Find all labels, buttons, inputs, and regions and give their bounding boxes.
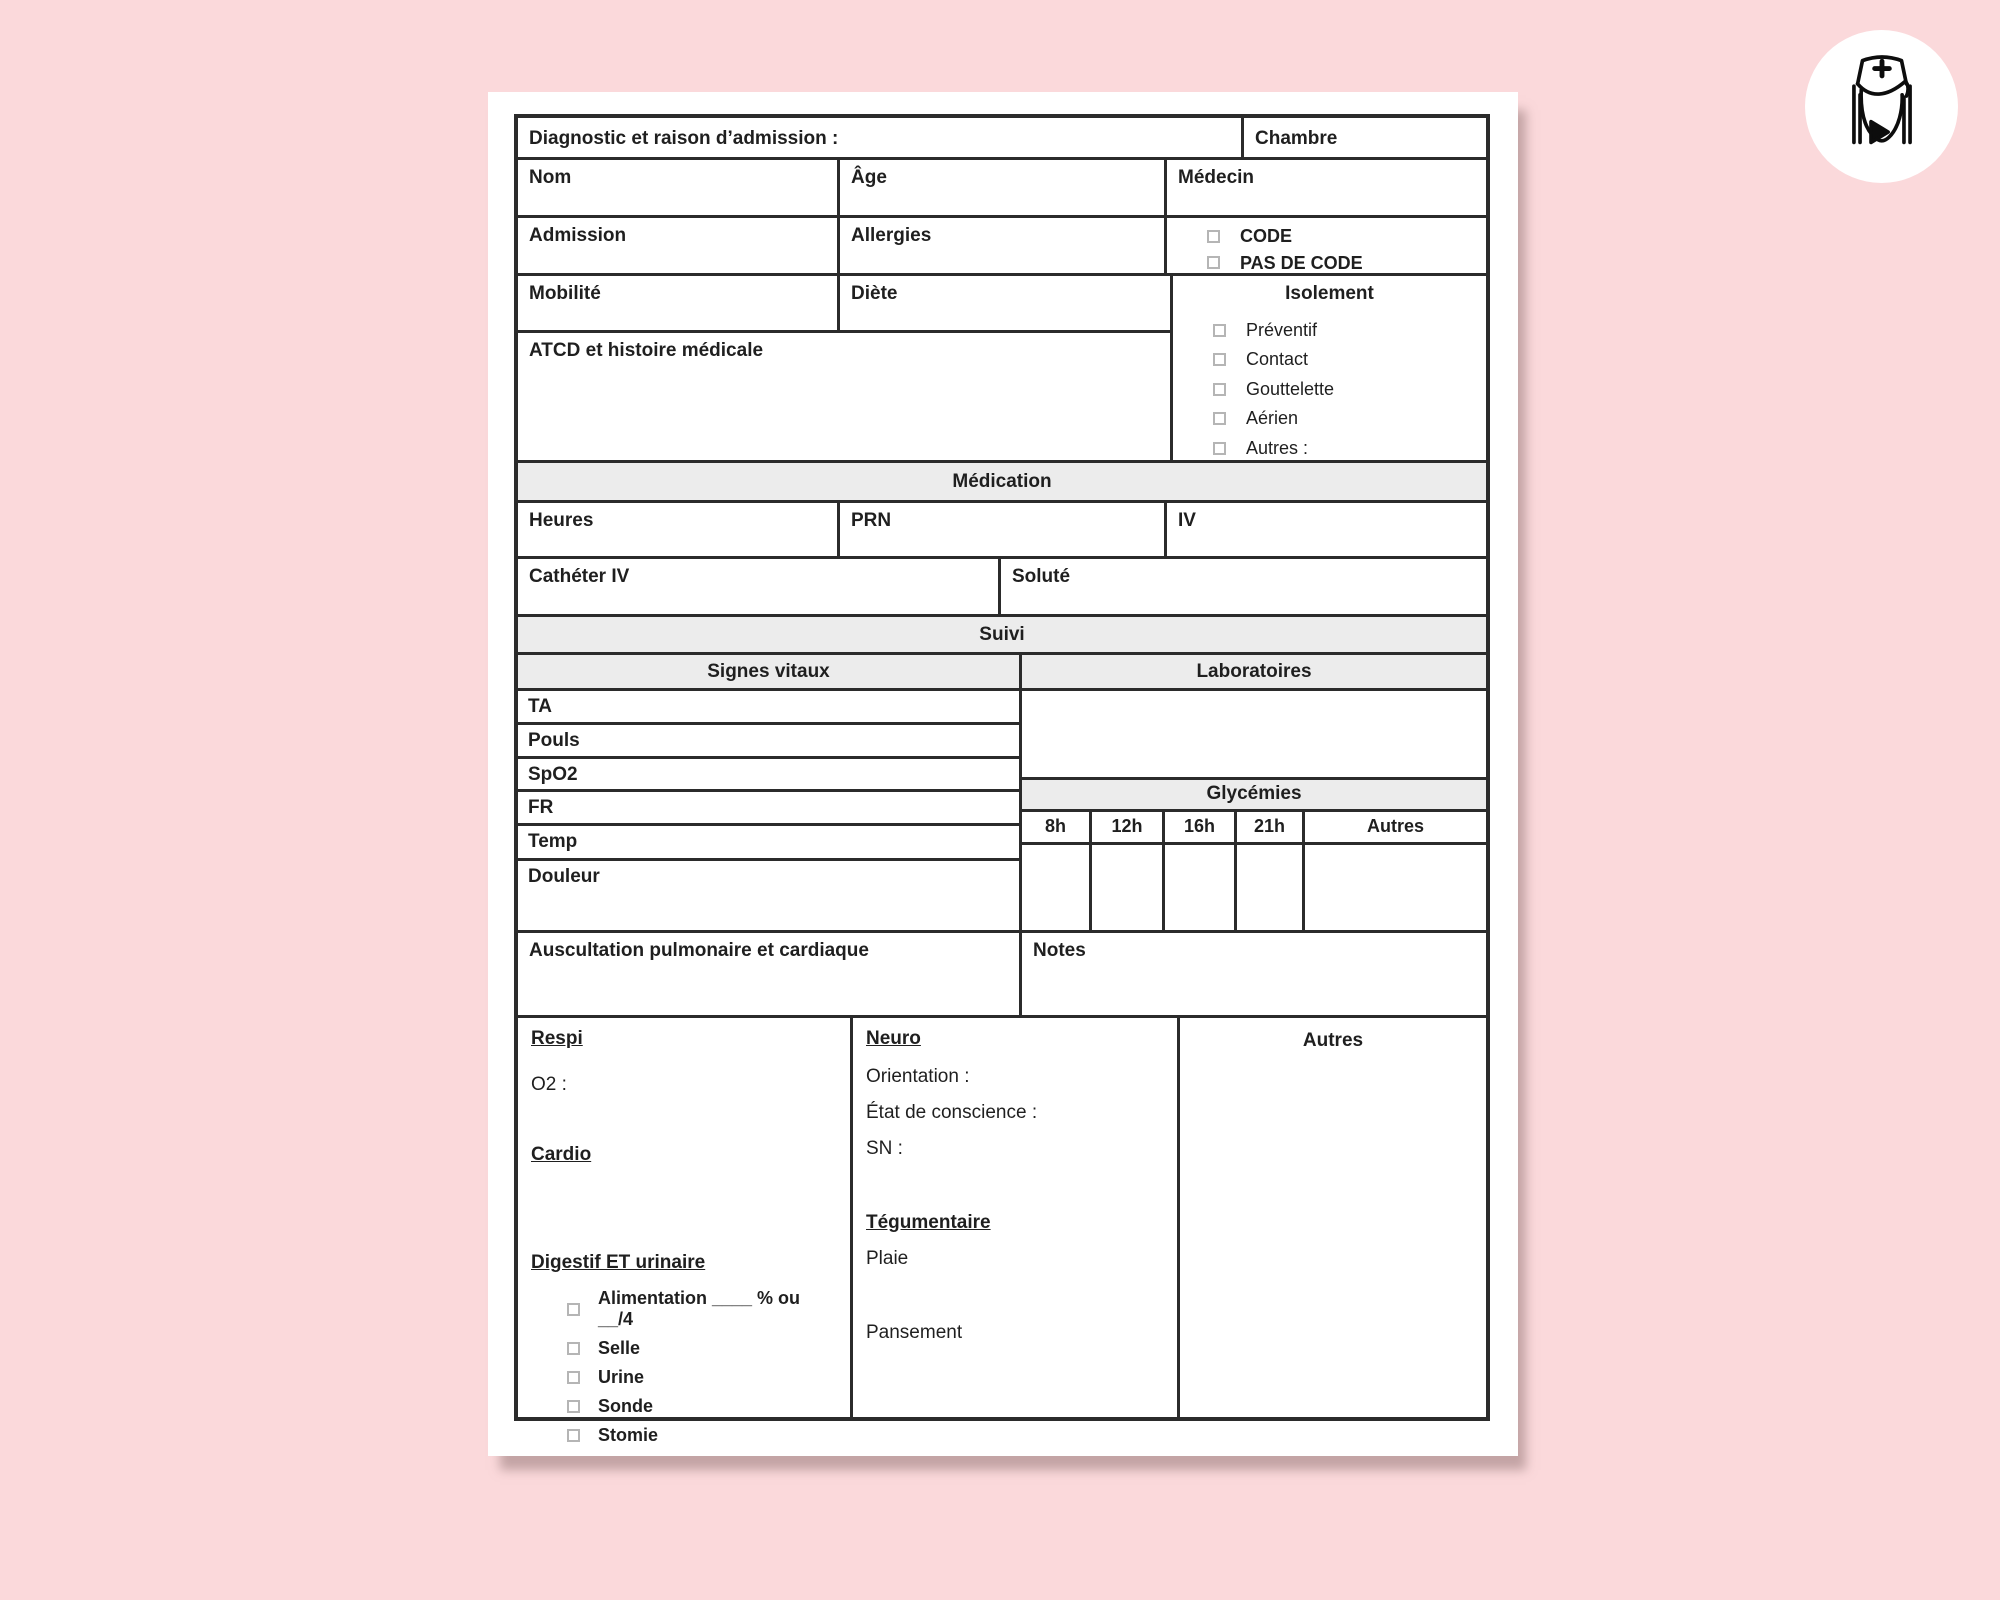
alimentation-checkbox[interactable] (567, 1303, 580, 1316)
row-diagnostic (518, 118, 1486, 160)
sonde-label: Sonde (598, 1396, 654, 1416)
pas-de-code-label: PAS DE CODE (1240, 252, 1363, 273)
autres-isolement-label: Autres : (1246, 437, 1309, 458)
age-label: Âge (840, 160, 1167, 215)
auscultation-label: Auscultation pulmonaire et cardiaque (518, 933, 1022, 1015)
solute-label: Soluté (1012, 566, 1071, 587)
prn-label: PRN (840, 503, 1167, 556)
diete-label: Diète (851, 283, 898, 304)
respi-title: Respi (531, 1028, 583, 1049)
urine-label: Urine (598, 1367, 645, 1387)
digestif-option (567, 1288, 837, 1330)
row-auscultation-notes (518, 933, 1486, 1018)
glycemie-time-8h: 8h (1022, 812, 1092, 842)
preventif-label: Préventif (1246, 319, 1318, 340)
glycemie-time-16h: 16h (1165, 812, 1237, 842)
medecin-label: Médecin (1178, 167, 1255, 188)
glycemie-value-cell (1305, 845, 1486, 931)
contact-label: Contact (1246, 349, 1309, 370)
row-suivi-body (518, 655, 1486, 933)
nom-label: Nom (518, 160, 840, 215)
row-identity (518, 160, 1486, 218)
sn-label: SN : (866, 1138, 903, 1159)
notes-label: Notes (1033, 940, 1086, 961)
aerien-label: Aérien (1246, 408, 1299, 429)
glycemie-time-21h: 21h (1237, 812, 1305, 842)
report-sheet-page (488, 92, 1518, 1456)
code-options-cell (1167, 218, 1486, 273)
neuro-title: Neuro (866, 1028, 921, 1049)
heures-label: Heures (518, 503, 840, 556)
gouttelette-checkbox[interactable] (1213, 383, 1226, 396)
isolement-cell (1170, 276, 1486, 460)
glycemie-time-12h: 12h (1092, 812, 1165, 842)
row-systems (518, 1018, 1486, 1445)
glycemie-value-cell (1092, 845, 1165, 931)
pas-de-code-checkbox[interactable] (1207, 256, 1220, 269)
vital-fr: FR (518, 792, 1019, 826)
code-option (1207, 252, 1475, 274)
code-checkbox[interactable] (1207, 230, 1220, 243)
signes-vitaux-header: Signes vitaux (518, 655, 1019, 691)
plaie-label: Plaie (866, 1248, 909, 1269)
row-medication-times (518, 503, 1486, 559)
digestif-option (567, 1367, 837, 1388)
glycemie-values-row (1022, 845, 1486, 931)
row-catheter-solute (518, 559, 1486, 617)
urine-checkbox[interactable] (567, 1371, 580, 1384)
nurse-logo-badge (1805, 30, 1958, 183)
medication-section-header: Médication (518, 463, 1486, 503)
isolement-option (1213, 319, 1486, 342)
vital-temp: Temp (518, 826, 1019, 861)
isolement-option (1213, 348, 1486, 371)
code-option (1207, 225, 1475, 248)
row-admission (518, 218, 1486, 276)
digestif-title: Digestif ET urinaire (531, 1252, 706, 1273)
isolement-title: Isolement (1285, 283, 1374, 304)
allergies-label: Allergies (840, 218, 1167, 273)
vital-douleur: Douleur (528, 866, 600, 887)
gouttelette-label: Gouttelette (1246, 378, 1335, 399)
iv-label: IV (1178, 510, 1196, 531)
glycemie-value-cell (1022, 845, 1092, 931)
autres-title: Autres (1302, 1030, 1364, 1051)
row-mobilite (518, 276, 1170, 333)
digestif-option (567, 1396, 837, 1417)
digestif-option (567, 1425, 837, 1446)
glycemie-value-cell (1237, 845, 1305, 931)
aerien-checkbox[interactable] (1213, 412, 1226, 425)
tegumentaire-title: Tégumentaire (866, 1212, 991, 1233)
suivi-section-header: Suivi (518, 617, 1486, 655)
preventif-checkbox[interactable] (1213, 324, 1226, 337)
glycemie-times-header (1022, 812, 1486, 845)
mobilite-label: Mobilité (518, 276, 840, 330)
vital-pouls: Pouls (518, 725, 1019, 759)
glycemies-header: Glycémies (1022, 780, 1486, 812)
laboratoires-header: Laboratoires (1022, 655, 1486, 691)
vital-ta: TA (518, 691, 1019, 725)
stomie-checkbox[interactable] (567, 1429, 580, 1442)
digestif-option (567, 1338, 837, 1359)
isolement-option (1213, 407, 1486, 430)
autres-isolement-checkbox[interactable] (1213, 442, 1226, 455)
diagnostic-label: Diagnostic et raison d’admission : (518, 118, 1244, 157)
stomie-label: Stomie (598, 1425, 659, 1445)
pansement-label: Pansement (866, 1322, 963, 1343)
isolement-options (1173, 319, 1486, 460)
digestif-options (531, 1288, 837, 1446)
etat-conscience-label: État de conscience : (866, 1102, 1038, 1123)
atcd-label: ATCD et histoire médicale (529, 340, 764, 361)
catheter-iv-label: Cathéter IV (518, 559, 1001, 614)
code-label: CODE (1240, 226, 1293, 246)
isolement-option (1213, 378, 1486, 401)
nurse-report-form (514, 114, 1490, 1445)
chambre-label: Chambre (1255, 128, 1338, 149)
admission-label: Admission (518, 218, 840, 273)
isolement-option (1213, 437, 1486, 460)
alimentation-label: Alimentation ____ % ou __/4 (598, 1288, 801, 1329)
glycemie-value-cell (1165, 845, 1237, 931)
autres-column (1180, 1018, 1486, 1417)
contact-checkbox[interactable] (1213, 353, 1226, 366)
laboratoires-empty-area (1022, 691, 1486, 780)
row-mobilite-atcd-isolement (518, 276, 1486, 463)
vital-spo2: SpO2 (518, 759, 1019, 792)
o2-label: O2 : (531, 1074, 567, 1095)
sonde-checkbox[interactable] (567, 1400, 580, 1413)
orientation-label: Orientation : (866, 1066, 970, 1087)
neuro-column (853, 1018, 1180, 1417)
selle-label: Selle (598, 1338, 641, 1358)
nurse-icon (1821, 46, 1943, 168)
cardio-title: Cardio (531, 1144, 592, 1165)
respi-column (518, 1018, 853, 1445)
glycemie-time-autres: Autres (1366, 816, 1424, 836)
selle-checkbox[interactable] (567, 1342, 580, 1355)
